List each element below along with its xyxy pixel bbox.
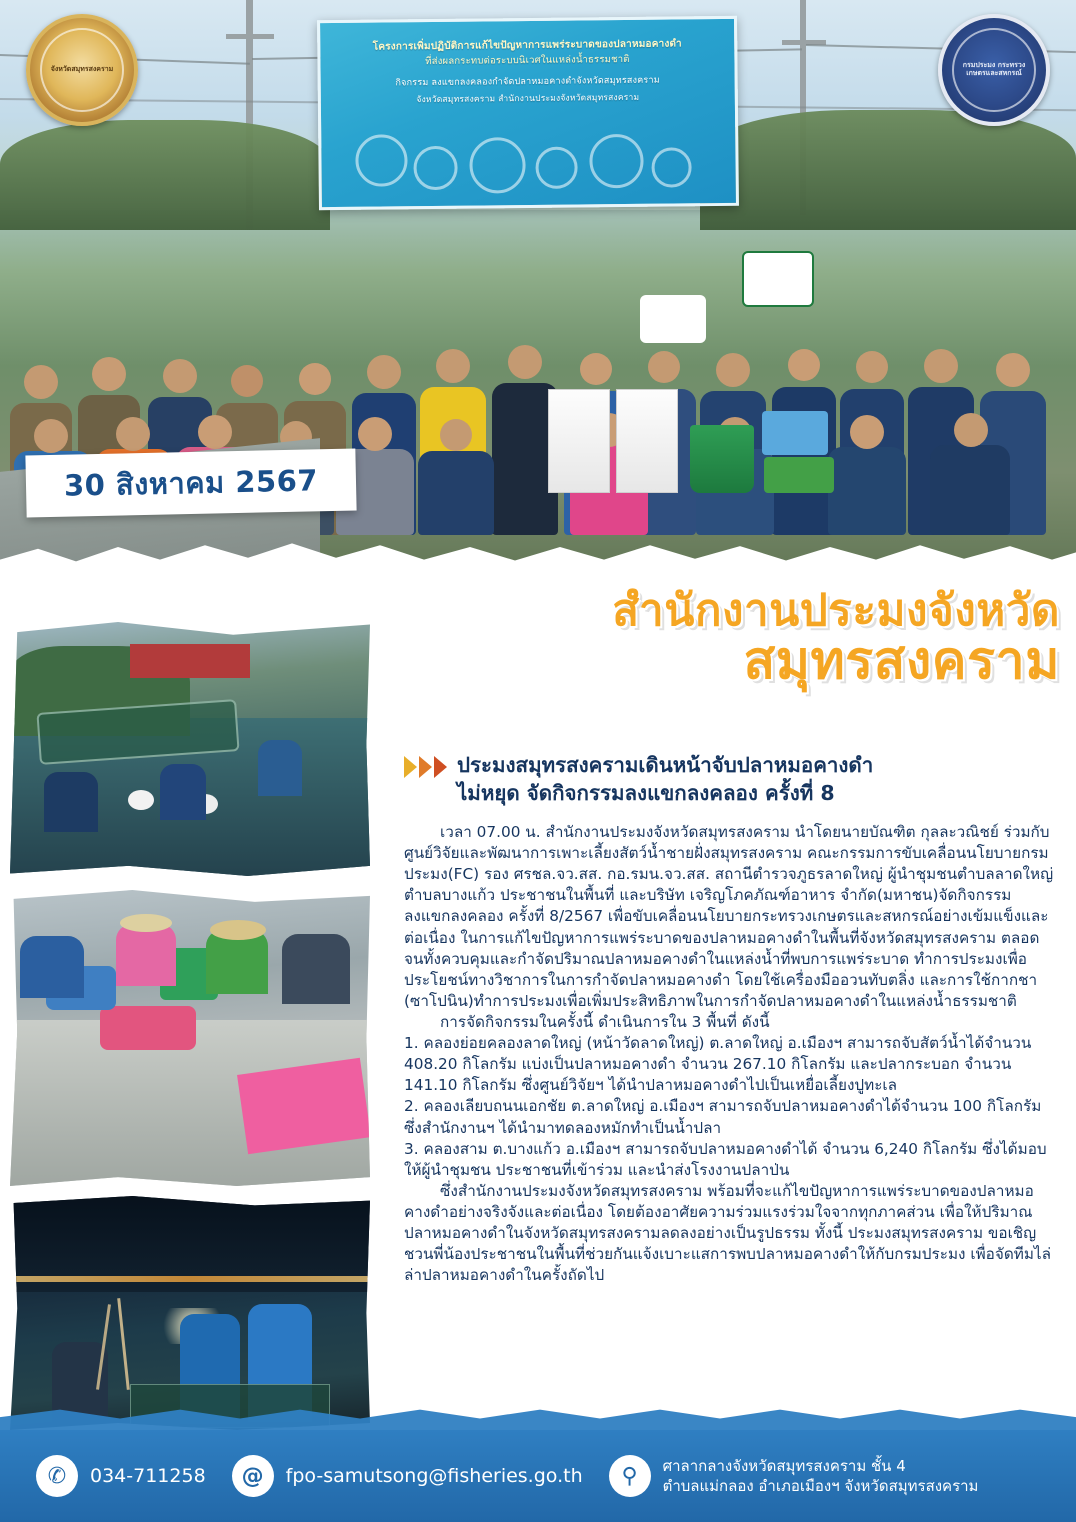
province-seal-inner xyxy=(40,28,124,112)
worker-squatting xyxy=(20,936,84,998)
pink-basket xyxy=(100,1006,196,1050)
article-paragraph: 2. คลองเลียบถนนเอกชัย ต.ลาดใหญ่ อ.เมืองฯ สามารถจับปลาหมอคางดำได้จำนวน 100 กิโลกรัม ซึ่งสำนักงานฯ ได้นำมาทดลองหมักทำเป็นน้ำปลา xyxy=(404,1097,1042,1137)
headline-row xyxy=(404,752,1059,807)
article-paragraph: 3. คลองสาม ต.บางแก้ว อ.เมืองฯ สามารถจับปลาหมอคางดำได้ จำนวน 6,240 กิโลกรัม ซึ่งได้มอบให้ผู้นำชุมชน ประชาชนที่เข้าร่วม และนำส่งโรงงานปลาป่น xyxy=(404,1139,1047,1179)
pink-tarp xyxy=(237,1058,370,1154)
article-paragraph: 1. คลองย่อยคลองลาดใหญ่ (หน้าวัดลาดใหญ่) ต.ลาดใหญ่ อ.เมืองฯ สามารถจับสัตว์น้ำได้จำนวน 408.20 กิโลกรัม แบ่งเป็นปลาหมอคางดำ จำนวน 267.10 กิโลกรัม และปลากระบอก จำนวน 141.10 กิโลกรัม ซึ่งศูนย์วิจัยฯ ได้นำปลาหมอคางดำไปเป็นเหยื่อเลี้ยงปูทะเล xyxy=(404,1034,1032,1095)
article-paragraph: ซึ่งสำนักงานประมงจังหวัดสมุทรสงคราม พร้อมที่จะแก้ไขปัญหาการแพร่ระบาดของปลาหมอคางดำอย่างจริงจังและต่อเนื่อง โดยต้องอาศัยความร่วมแรงร่วมใจจากทุกภาคส่วน เพื่อให้ปริมาณปลาหมอคางดำในจังหวัดสมุทรสงครามลดลงอย่างเป็นรูปธรรม ทั้งนี้ ประมงสมุทรสงคราม ขอเชิญชวนพี่น้องประชาชนในพื้นที่ช่วยกันแจ้งเบาะแสการพบปลาหมอคางดำให้กับกรมประมง เพื่อจัดทีมไล่ล่าปลาหมอคางดำในครั้งถัดไป xyxy=(404,1181,1051,1285)
green-bucket xyxy=(690,425,754,493)
tea-seed-powder-bag xyxy=(548,389,610,493)
province-seal xyxy=(26,14,138,126)
footer-address-line-2: ตำบลแม่กลอง อำเภอเมืองฯ จังหวัดสมุทรสงคราม xyxy=(662,1477,979,1495)
footer-contact-bar xyxy=(0,1430,1076,1522)
banner-line-1: โครงการเพิ่มปฏิบัติการแก้ไขปัญหาการแพร่ระบาดของปลาหมอคางดำ xyxy=(372,38,682,53)
date-label: 30 สิงหาคม 2567 xyxy=(63,463,319,503)
utility-pole xyxy=(226,34,274,39)
worker-in-water xyxy=(160,764,206,820)
footer-address-text xyxy=(663,1456,979,1497)
worker-in-water xyxy=(44,772,98,832)
person-figure xyxy=(418,419,494,535)
footer-email-text: fpo-samutsong@fisheries.go.th xyxy=(285,1465,583,1487)
headline-line-2: ไม่หยุด จัดกิจกรรมลงแขกลงคลอง ครั้งที่ 8 xyxy=(457,780,835,805)
footer-address-line-1: ศาลากลางจังหวัดสมุทรสงคราม ชั้น 4 xyxy=(662,1456,906,1475)
department-seal-inner xyxy=(952,28,1036,112)
distant-lights xyxy=(10,1276,370,1282)
tea-seed-powder-bag xyxy=(616,389,678,493)
phone-icon: ✆ xyxy=(36,1455,78,1497)
province-seal-label: จังหวัดสมุทรสงคราม xyxy=(50,65,114,74)
article-paragraph: เวลา 07.00 น. สำนักงานประมงจังหวัดสมุทรสงคราม นำโดยนายบัณฑิต กุลละวณิชย์ ร่วมกับศูนย์วิจัยและพัฒนาการเพาะเลี้ยงสัตว์น้ำชายฝั่งสมุทรสงคราม คณะกรรมการขับเคลื่อนนโยบายกรมประมง(FC) รอง ศรชล.จว.สส. กอ.รมน.จว.สส. สถานีตำรวจภูธรลาดใหญ่ ผู้นำชุมชนตำบลลาดใหญ่ ตำบลบางแก้ว ประชาชนในพื้นที่ และบริษัท เจริญโภคภัณฑ์อาหาร จำกัด(มหาชน)จัดกิจกรรมลงแขกลงคลอง ครั้งที่ 8/2567 เพื่อขับเคลื่อนนโยบายกระทรวงเกษตรและสหกรณ์อย่างเข้มแข็งและต่อเนื่อง ในการแก้ไขปัญหาการแพร่ระบาดของปลาหมอคางดำในพื้นที่จังหวัดสมุทรสงคราม ตลอดจนทั้งควบคุมและกำจัดปริมาณปลาหมอคางดำในแหล่งน้ำที่พบการแพร่ระบาด ทำการประมงเพื่อประโยชน์ทางวิชาการในการกำจัดปลาหมอคางดำ โดยใช้เครื่องมืออวนทับตลิ่ง และการใช้กากชา (ซาโปนิน)ทำการประมงเพื่อเพิ่มประสิทธิภาพในการกำจัดปลาหมอคางดำในแหล่งน้ำธรรมชาติ xyxy=(404,823,1054,1010)
chevron-right-icon xyxy=(404,752,447,778)
headline-line-1: ประมงสมุทรสงครามเดินหน้าจับปลาหมอคางดำ xyxy=(457,753,874,777)
worker-squatting xyxy=(116,924,176,986)
page-title-line-1: สำนักงานประมงจังหวัด xyxy=(612,585,1060,636)
department-of-fisheries-seal xyxy=(938,14,1050,126)
banner-line-2: ที่ส่งผลกระทบต่อระบบนิเวศในแหล่งน้ำธรรมชาติ xyxy=(425,53,630,68)
article-paragraph: การจัดกิจกรรมในครั้งนี้ ดำเนินการใน 3 พื้นที่ ดังนี้ xyxy=(440,1012,770,1031)
shop-building xyxy=(130,644,250,678)
straw-hat xyxy=(120,914,172,932)
sponsor-sign xyxy=(742,251,814,307)
worker-in-water xyxy=(258,740,302,796)
footer-address xyxy=(609,1455,979,1497)
article-body xyxy=(404,822,1056,1286)
bamboo-pole xyxy=(117,1298,130,1390)
page-title-line-2: สมุทรสงคราม xyxy=(743,631,1060,692)
green-basket xyxy=(764,457,834,493)
footer-phone[interactable] xyxy=(36,1455,206,1497)
banner-line-3: กิจกรรม ลงแขกลงคลองกำจัดปลาหมอคางดำจังหวัดสมุทรสงคราม xyxy=(395,75,660,89)
worker-squatting xyxy=(282,934,350,1004)
person-figure xyxy=(828,415,906,535)
straw-hat xyxy=(210,920,266,940)
sponsor-sign xyxy=(640,295,706,343)
footer-phone-text: 034-711258 xyxy=(90,1465,206,1487)
photo-fish-catch-sorting xyxy=(10,890,370,1186)
photo-canal-netting xyxy=(10,622,370,876)
photo-night-fishing xyxy=(10,1196,370,1430)
footer-email[interactable] xyxy=(232,1455,583,1497)
department-seal-label: กรมประมง กระทรวงเกษตรและสหกรณ์ xyxy=(962,61,1026,77)
person-figure xyxy=(930,413,1010,535)
date-ribbon xyxy=(25,449,356,518)
blue-basket xyxy=(762,411,828,455)
at-icon: @ xyxy=(232,1455,274,1497)
banner-line-4: จังหวัดสมุทรสงคราม สำนักงานประมงจังหวัดสมุทรสงคราม xyxy=(416,92,640,106)
map-pin-icon: ⚲ xyxy=(609,1455,651,1497)
float-buoy xyxy=(128,790,154,810)
page-title xyxy=(380,585,1060,692)
headline-text xyxy=(457,752,873,807)
